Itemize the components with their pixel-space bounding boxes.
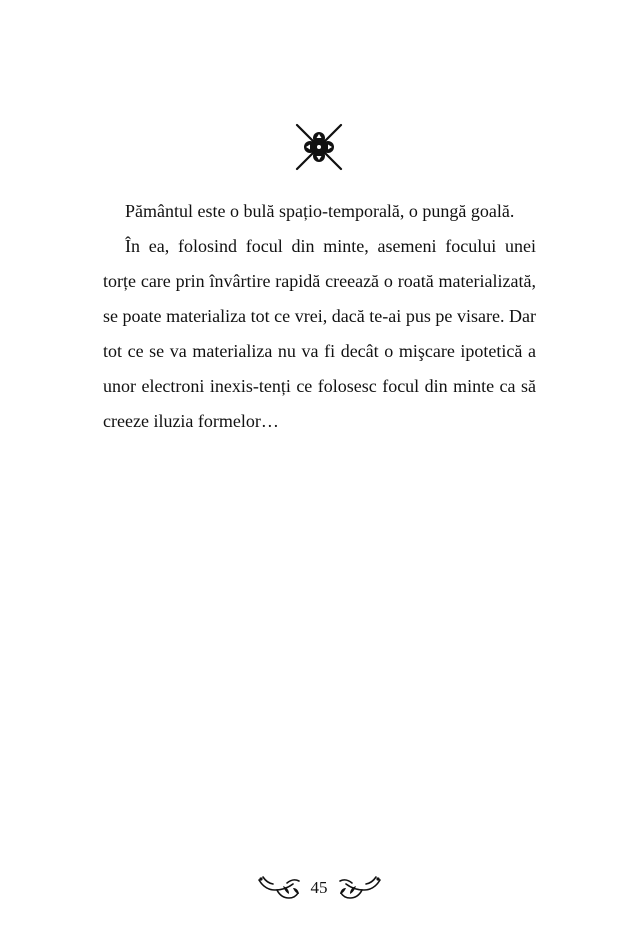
paragraph-1: Pământul este o bulă spațio-temporală, o pungă goală. <box>125 201 515 221</box>
crossed-torches-ornament-icon <box>289 117 349 177</box>
body-text <box>103 194 536 439</box>
flourish-right-icon <box>338 874 382 902</box>
flourish-left-icon <box>257 874 301 902</box>
page-footer <box>0 870 638 906</box>
paragraph-2: În ea, folosind focul din minte, asemeni focului unei torțe care prin învârtire rapidă creează o roată materializată, se poate materializa tot ce vrei, dacă te-ai pus pe visare. Dar tot ce se va materializa nu va fi decât o mişcare ipotetică a unor electroni inexis-tenți ce folosesc focul din minte ca să creeze iluzia formelor… <box>103 236 536 431</box>
page-number: 45 <box>310 878 328 897</box>
